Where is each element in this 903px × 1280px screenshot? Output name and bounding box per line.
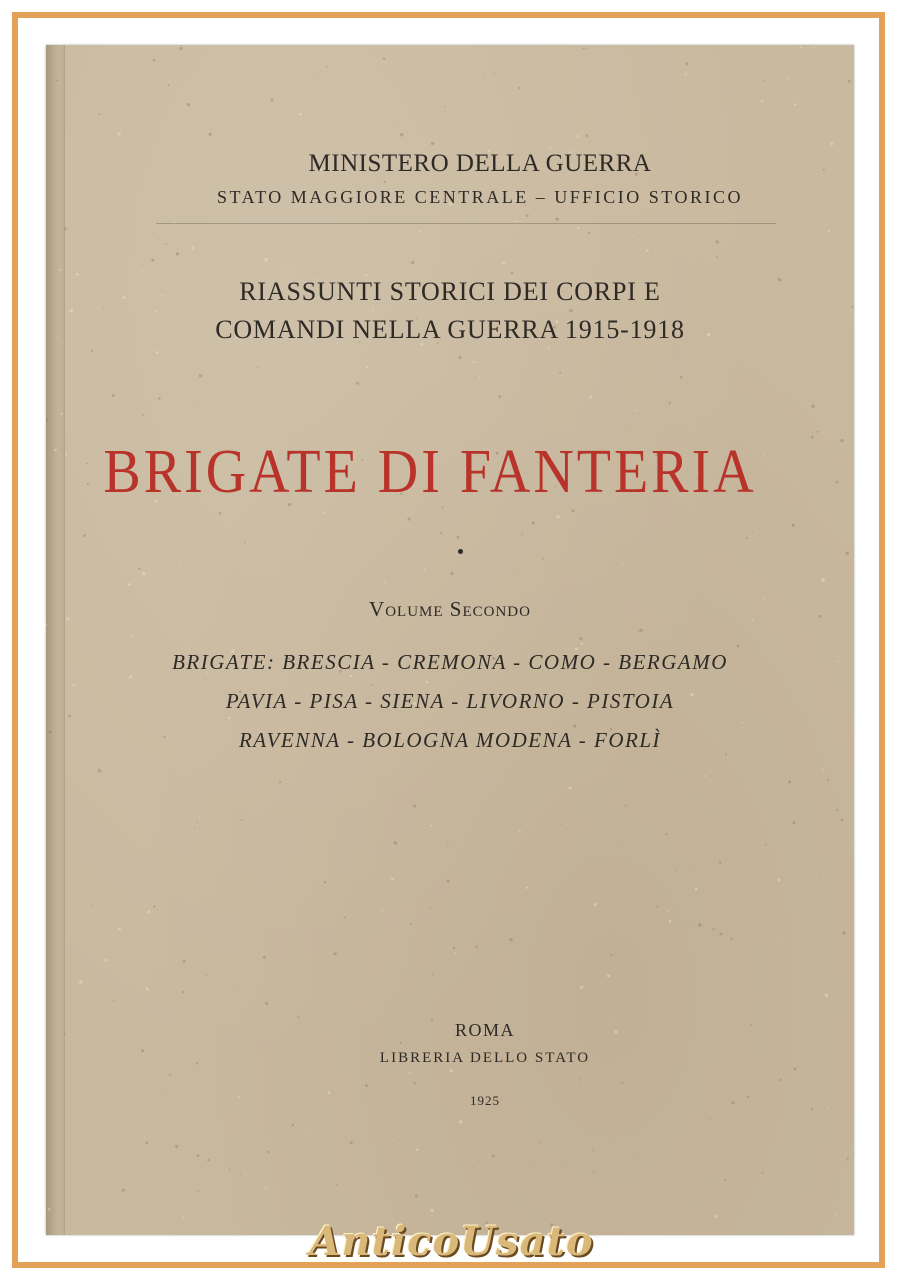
header-rule	[156, 223, 776, 224]
brigades-line-1: BRIGATE: BRESCIA - CREMONA - COMO - BERGAMO	[172, 650, 728, 674]
brigades-line-2: PAVIA - PISA - SIENA - LIVORNO - PISTOIA	[225, 689, 675, 713]
series-title-line-1: RIASSUNTI STORICI DEI CORPI E	[239, 277, 661, 306]
book-cover	[46, 45, 854, 1235]
imprint-city: ROMA	[454, 1020, 515, 1040]
main-title: BRIGATE DI FANTERIA	[103, 437, 757, 507]
ornament-dot	[458, 549, 463, 554]
office-subheading: STATO MAGGIORE CENTRALE – UFFICIO STORICO	[217, 187, 743, 207]
imprint-year: 1925	[470, 1093, 500, 1108]
brigades-line-3: RAVENNA - BOLOGNA MODENA - FORLÌ	[238, 728, 662, 752]
watermark-logo: AnticoUsato	[309, 1218, 594, 1265]
series-title-line-2: COMANDI NELLA GUERRA 1915-1918	[215, 315, 685, 344]
imprint-publisher: LIBRERIA DELLO STATO	[379, 1050, 591, 1066]
ministry-heading: MINISTERO DELLA GUERRA	[308, 150, 652, 177]
volume-label: Volume Secondo	[369, 597, 531, 621]
